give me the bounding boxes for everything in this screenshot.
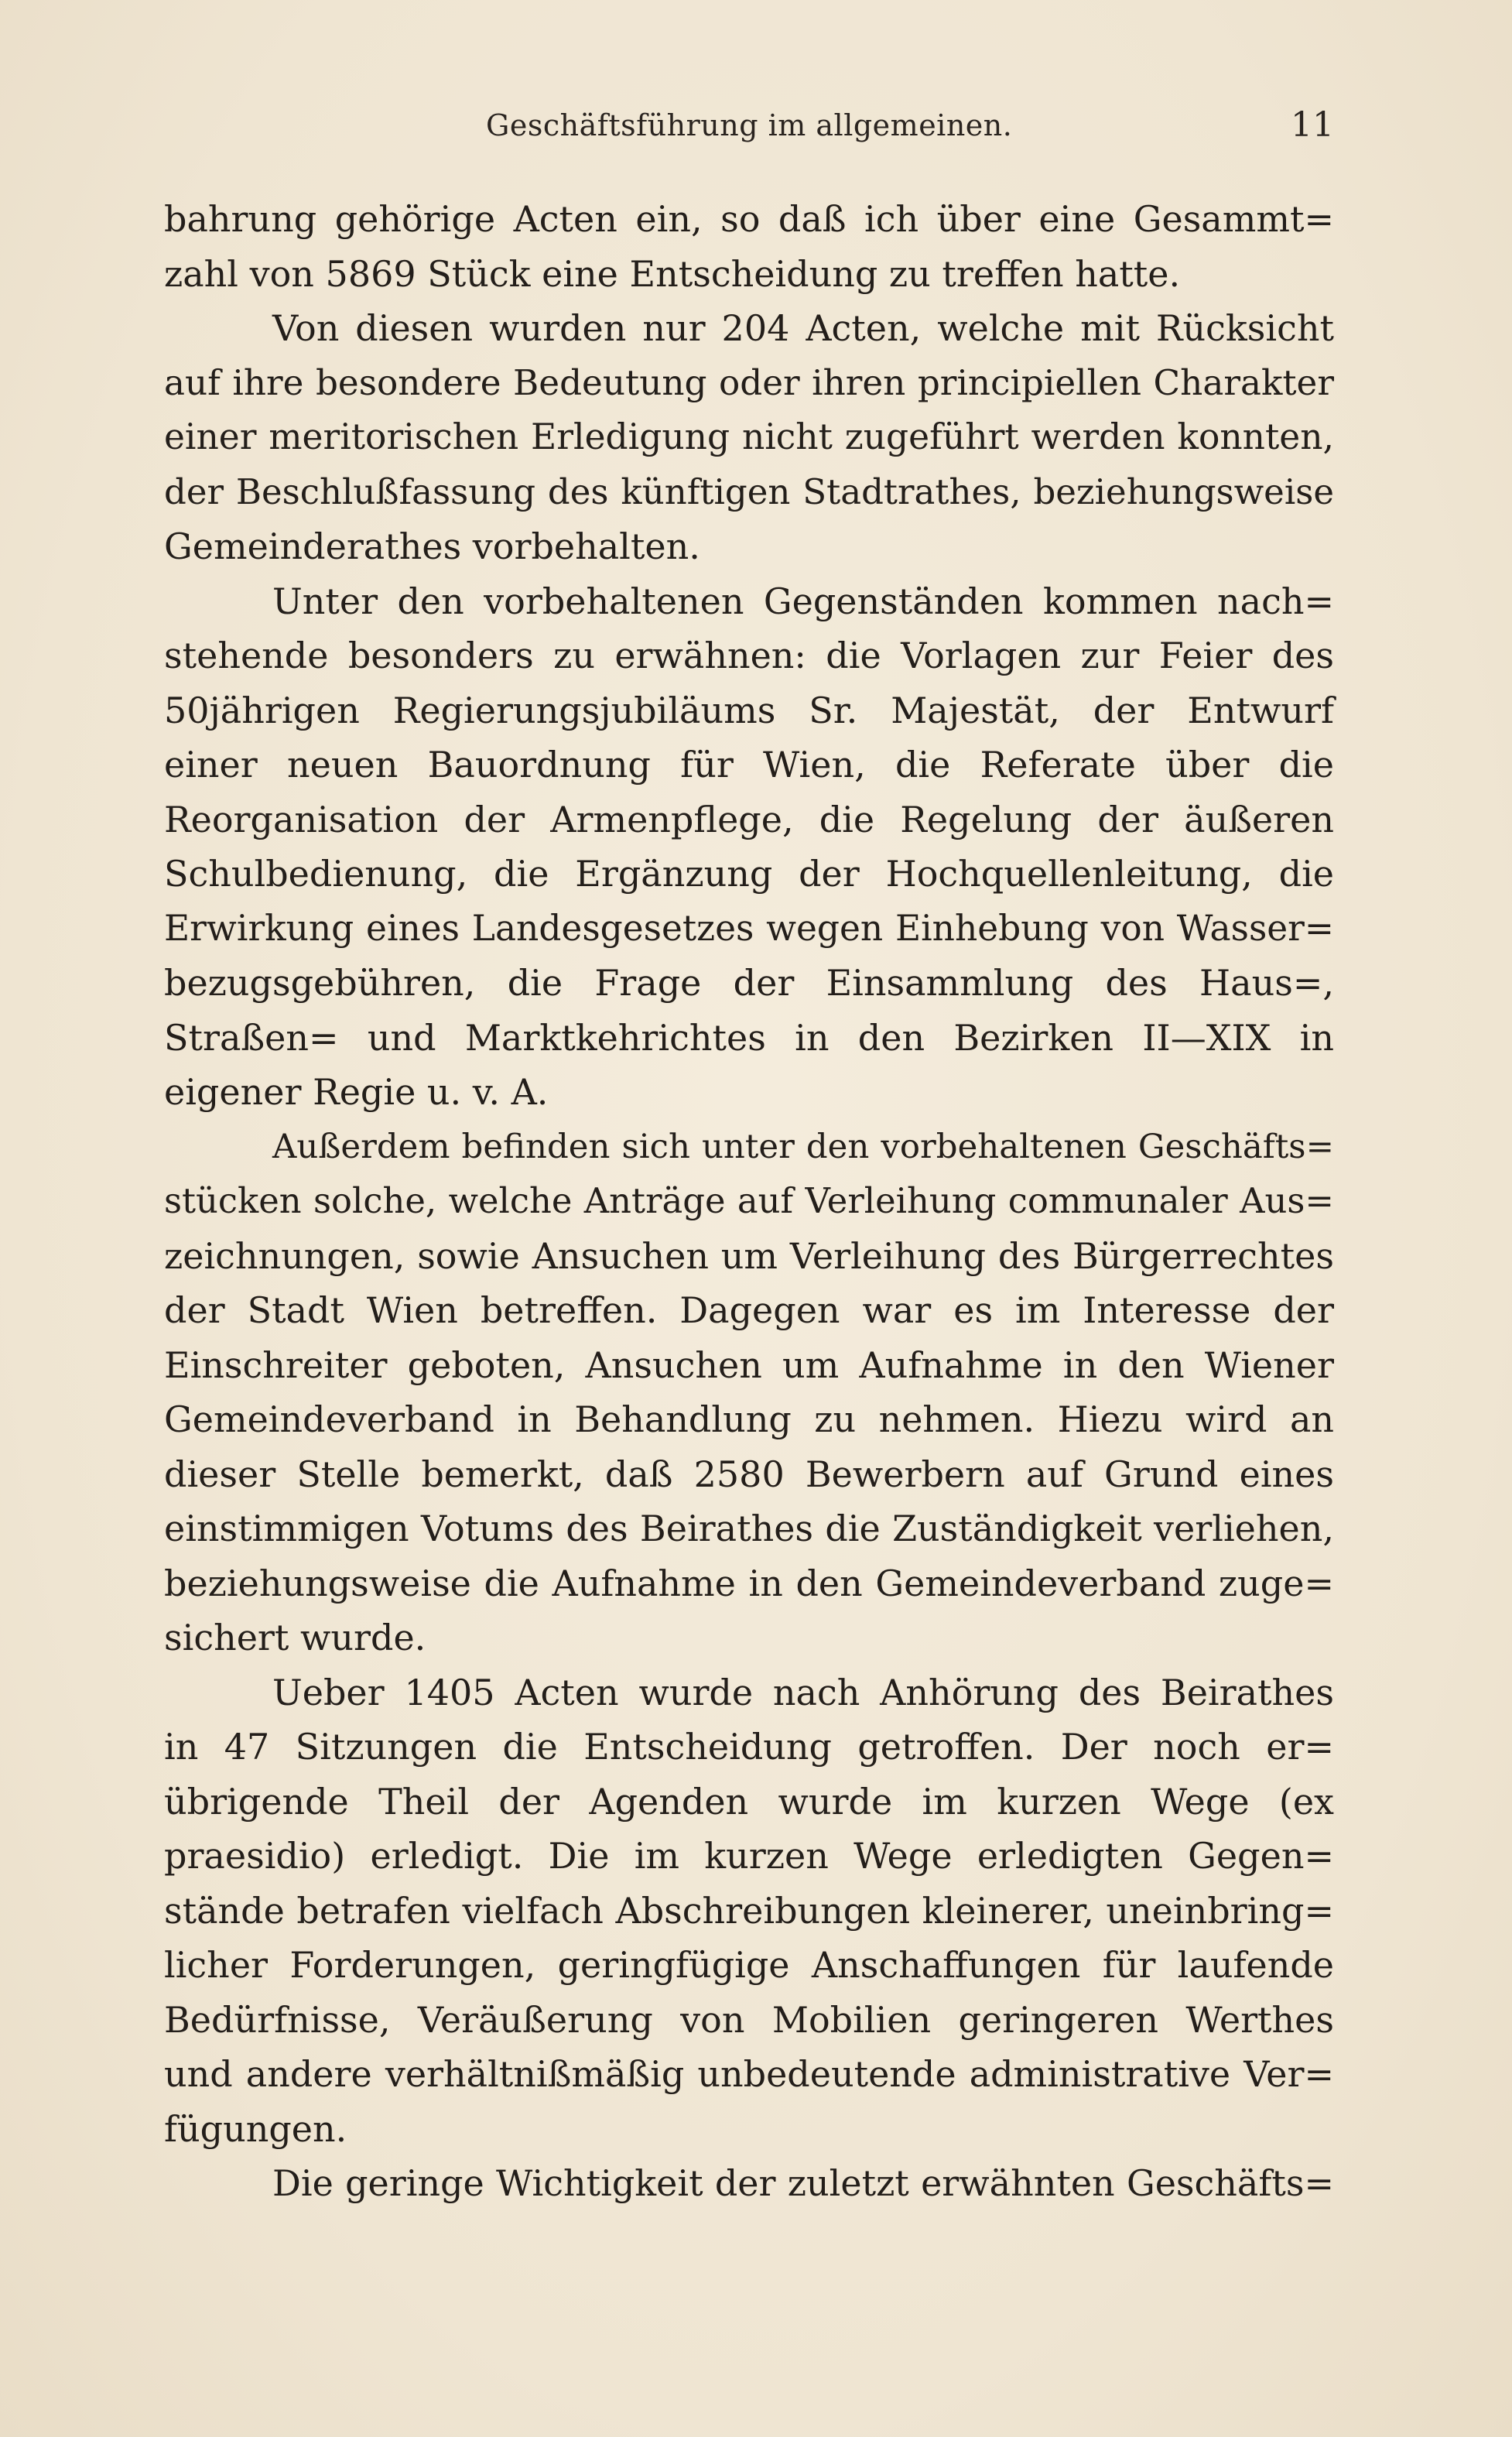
text-line: fügungen. <box>164 2107 347 2150</box>
paragraph <box>164 1665 1334 2157</box>
text-line: Erwirkung eines Landesgesetzes wegen Einhebung von Wasser= <box>164 907 1334 949</box>
text-line: stände betrafen vielfach Abschreibungen kleinerer, uneinbring= <box>164 1889 1334 1932</box>
page-header <box>0 105 1512 155</box>
text-line: bahrung gehörige Acten ein, so daß ich über eine Gesammt= <box>164 198 1334 240</box>
text-line: Schulbedienung, die Ergänzung der Hochquellenleitung, die <box>164 853 1334 895</box>
text-line: der Stadt Wien betreffen. Dagegen war es im Interesse der <box>164 1289 1334 1331</box>
body-text <box>164 192 1334 2211</box>
text-line: Ueber 1405 Acten wurde nach Anhörung des Beirathes <box>272 1671 1334 1713</box>
paragraph <box>164 192 1334 301</box>
text-line: der Beschlußfassung des künftigen Stadtrathes, beziehungsweise <box>164 471 1334 512</box>
text-line: einer neuen Bauordnung für Wien, die Referate über die <box>164 744 1334 786</box>
text-line: stücken solche, welche Anträge auf Verleihung communaler Aus= <box>164 1180 1334 1221</box>
running-title: Geschäftsführung im allgemeinen. <box>486 108 1013 142</box>
paragraph <box>164 1120 1334 1665</box>
text-line: Reorganisation der Armenpflege, die Regelung der äußeren <box>164 798 1334 840</box>
text-line: Die geringe Wichtigkeit der zuletzt erwähnten Geschäfts= <box>272 2162 1334 2204</box>
paragraph <box>164 301 1334 574</box>
text-line: beziehungsweise die Aufnahme in den Gemeindeverband zuge= <box>164 1562 1334 1604</box>
paragraph <box>164 574 1334 1120</box>
text-line: und andere verhältnißmäßig unbedeutende administrative Ver= <box>164 2053 1334 2095</box>
text-line: auf ihre besondere Bedeutung oder ihren principiellen Charakter <box>164 361 1334 403</box>
text-line: eigener Regie u. v. A. <box>164 1071 549 1113</box>
text-line: Gemeinderathes vorbehalten. <box>164 525 700 567</box>
text-line: stehende besonders zu erwähnen: die Vorlagen zur Feier des <box>164 635 1334 676</box>
text-line: bezugsgebühren, die Frage der Einsammlung des Haus=, <box>164 962 1334 1004</box>
text-line: Unter den vorbehaltenen Gegenständen kommen nach= <box>272 580 1334 622</box>
text-line: Einschreiter geboten, Ansuchen um Aufnahme in den Wiener <box>164 1343 1334 1386</box>
text-line: Gemeindeverband in Behandlung zu nehmen. Hiezu wird an <box>164 1398 1334 1440</box>
text-line: einer meritorischen Erledigung nicht zugeführt werden konnten, <box>164 416 1334 457</box>
text-line: in 47 Sitzungen die Entscheidung getroffen. Der noch er= <box>164 1726 1334 1768</box>
paragraph <box>164 2156 1334 2211</box>
text-line: einstimmigen Votums des Beirathes die Zuständigkeit verliehen, <box>164 1508 1334 1549</box>
text-line: 50jährigen Regierungsjubiläums Sr. Majestät, der Entwurf <box>164 689 1334 731</box>
text-line: Außerdem befinden sich unter den vorbehaltenen Geschäfts= <box>272 1127 1334 1166</box>
text-line: praesidio) erledigt. Die im kurzen Wege erledigten Gegen= <box>164 1835 1334 1877</box>
text-line: dieser Stelle bemerkt, daß 2580 Bewerbern auf Grund eines <box>164 1453 1334 1495</box>
text-line: übrigende Theil der Agenden wurde im kurzen Wege (ex <box>164 1780 1334 1823</box>
text-line: sichert wurde. <box>164 1617 426 1658</box>
text-line: Straßen= und Marktkehrichtes in den Bezirken II—XIX in <box>164 1016 1334 1059</box>
text-line: Von diesen wurden nur 204 Acten, welche mit Rücksicht <box>272 307 1334 349</box>
page-number: 11 <box>1291 105 1334 145</box>
text-line: Bedürfnisse, Veräußerung von Mobilien geringeren Werthes <box>164 1998 1334 2041</box>
text-line: licher Forderungen, geringfügige Anschaffungen für laufende <box>164 1944 1334 1986</box>
text-line: zahl von 5869 Stück eine Entscheidung zu treffen hatte. <box>164 252 1181 295</box>
text-line: zeichnungen, sowie Ansuchen um Verleihung des Bürgerrechtes <box>164 1234 1334 1277</box>
